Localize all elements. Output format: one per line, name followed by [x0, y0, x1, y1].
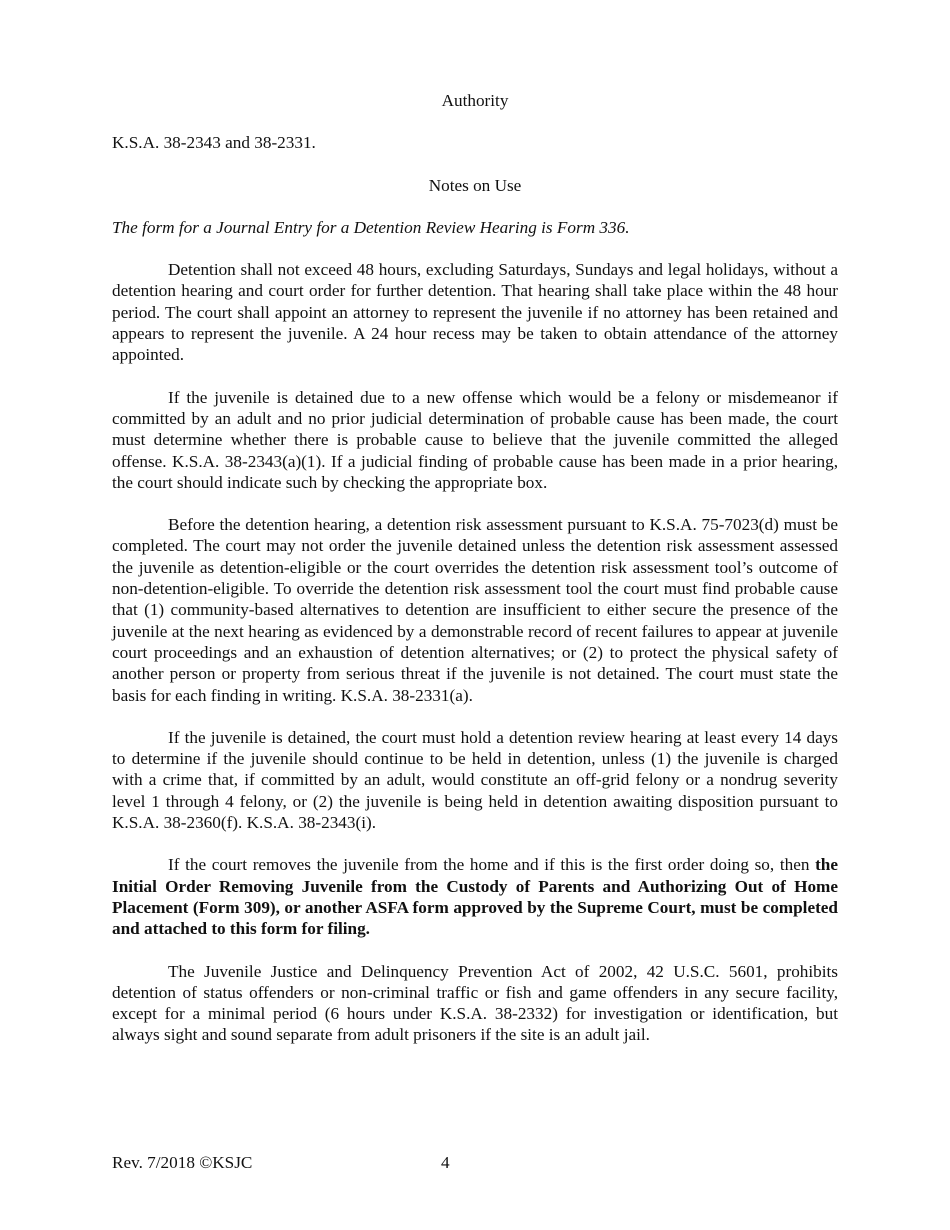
footer-revision: Rev. 7/2018 ©KSJC [112, 1153, 253, 1172]
detention-hearing-paragraph: Detention shall not exceed 48 hours, excluding Saturdays, Sundays and legal holidays, without a detention hearing and court order for further detention. That hearing shall take place within the 48 hour period. The court shall appoint an attorney to represent the juvenile if no attorney has been retained and appears to represent the juvenile. A 24 hour recess may be taken to obtain attendance of the attorney appointed. [112, 260, 838, 365]
notes-on-use-heading: Notes on Use [428, 175, 522, 195]
authority-heading: Authority [441, 91, 509, 110]
asfa-paragraph-plain: If the court removes the juvenile from the home and if this is the first order doing so, then [168, 855, 816, 875]
asfa-paragraph-bold: the Initial Order Removing Juvenile from the Custody of Parents and Authorizing Out of Home Placement (Form 309), or another ASFA form approved by the Supreme Court, must be completed and attached to this form for filing. [112, 855, 838, 939]
risk-assessment-paragraph: Before the detention hearing, a detention risk assessment pursuant to K.S.A. 75-7023(d) must be completed. The court may not order the juvenile detained unless the detention risk assessment assessed the juvenile as detention-eligible or the court overrides the detention risk assessment tool’s outcome of non-detention-eligible. To override the detention risk assessment tool the court must find probable cause that (1) community-based alternatives to detention are insufficient to either secure the presence of the juvenile at the next hearing as evidenced by a demonstrable record of recent failures to appear at juvenile court proceedings and an exhaustion of detention alternatives; or (2) to protect the physical safety of another person or property from serious threat if the juvenile is not detained. The court must state the basis for each finding in writing. K.S.A. 38-2331(a). [112, 515, 838, 705]
review-hearing-paragraph: If the juvenile is detained, the court must hold a detention review hearing at least every 14 days to determine if the juvenile should continue to be held in detention, unless (1) the juvenile is charged with a crime that, if committed by an adult, would constitute an off-grid felony or a nondrug severity level 1 through 4 felony, or (2) the juvenile is being held in detention awaiting disposition pursuant to K.S.A. 38-2360(f). K.S.A. 38-2343(i). [112, 727, 838, 833]
footer-page-number: 4 [441, 1153, 450, 1172]
asfa-paragraph [112, 854, 838, 939]
probable-cause-paragraph: If the juvenile is detained due to a new offense which would be a felony or misdemeanor if committed by an adult and no prior judicial determination of probable cause has been made, the court must determine whether there is probable cause to believe that the juvenile committed the alleged offense. K.S.A. 38-2343(a)(1). If a judicial finding of probable cause has been made in a prior hearing, the court should indicate such by checking the appropriate box. [112, 387, 838, 492]
document-page [112, 90, 838, 1067]
form-reference: The form for a Journal Entry for a Detention Review Hearing is Form 336. [112, 217, 630, 237]
jjdp-act-paragraph: The Juvenile Justice and Delinquency Prevention Act of 2002, 42 U.S.C. 5601, prohibits detention of status offenders or non-criminal traffic or fish and game offenders in any secure facility, except for a minimal period (6 hours under K.S.A. 38-2332) for investigation or identification, but always sight and sound separate from adult prisoners if the site is an adult jail. [112, 961, 838, 1045]
authority-citation: K.S.A. 38-2343 and 38-2331. [112, 133, 316, 153]
